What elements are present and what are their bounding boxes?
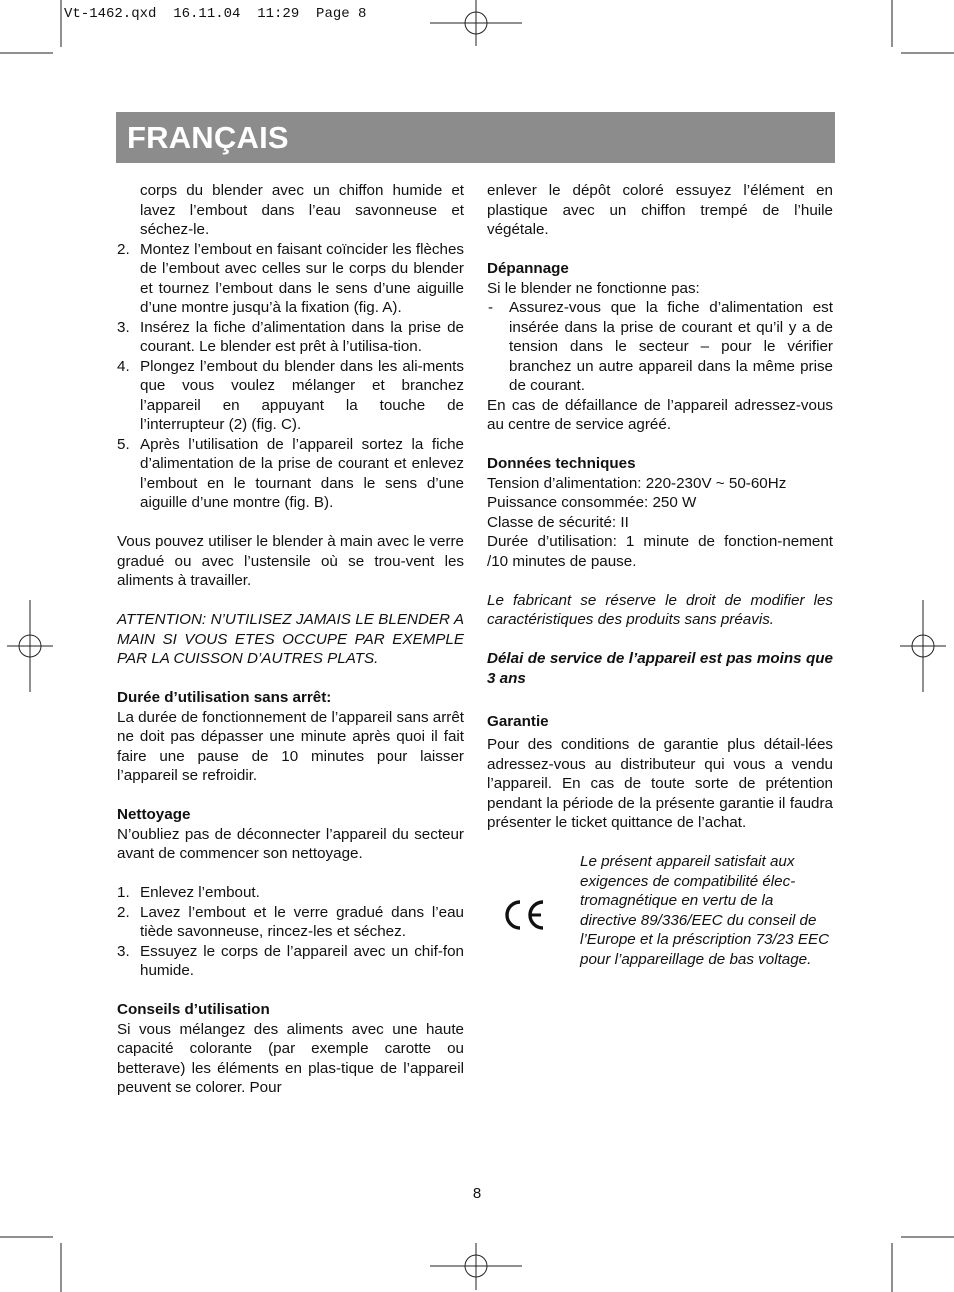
list-item <box>117 942 464 981</box>
print-slug: Vt-1462.qxd 16.11.04 11:29 Page 8 <box>64 6 367 22</box>
ce-mark-icon <box>501 898 547 932</box>
left-column <box>117 181 464 1098</box>
step-number: 2. <box>117 240 130 258</box>
ce-compliance-text: Le présent appareil satisfait aux exigences de compatibilité élec-tromagnétique en vertu de la directive 89/336/EEC du conseil de l’Europe et la préscription 73/23 EEC pour l’appareillage de bas voltage. <box>580 853 830 968</box>
list-item <box>117 435 464 513</box>
list-item: - Assurez-vous que la fiche d’alimentation est insérée dans la prise de courant et qu’il y a de tension dans le secteur – pour le vérifier branchez un autre appareil dans la même prise de courant. <box>488 299 833 394</box>
tech-power: Puissance consommée: 250 W <box>487 494 697 511</box>
manufacturer-note: Le fabricant se réserve le droit de modifier les caractéristiques des produits sans préavis. <box>487 591 833 628</box>
tech-duty-cycle: Durée d’utilisation: 1 minute de fonction-nement /10 minutes de pause. <box>487 533 833 570</box>
step-number: 1. <box>117 884 130 901</box>
list-item <box>117 318 464 357</box>
list-item <box>117 357 464 435</box>
step-number: 4. <box>117 357 130 375</box>
tips-heading: Conseils d’utilisation <box>117 1001 270 1018</box>
step-text: Montez l’embout en faisant coïncider les flèches de l’embout avec celles sur le corps du blender et tournez l’embout dans le sens d’une aiguille d’une montre jusqu’à la fixation (fig. A). <box>140 240 464 316</box>
warranty-text: Pour des conditions de garantie plus détail-lées adressez-vous au distributeur qui vous a vendu l’appareil. En cas de toute sorte de prétention pendant la période de la présente garantie il faudra présenter le ticket quittance de l’achat. <box>487 736 833 831</box>
registration-mark-right <box>900 600 946 692</box>
troubleshooting-outro: En cas de défaillance de l’appareil adressez-vous au centre de service agréé. <box>487 396 833 433</box>
service-life-note: Délai de service de l’appareil est pas moins que 3 ans <box>487 650 833 687</box>
tips-continuation: enlever le dépôt coloré essuyez l’élément en plastique avec un chiffon trempé de l’huile végétale. <box>487 182 833 238</box>
step-number: 5. <box>117 435 130 453</box>
troubleshooting-list <box>487 298 833 396</box>
troubleshooting-heading: Dépannage <box>487 260 569 277</box>
step-text: Plongez l’embout du blender dans les ali-ments que vous voulez mélanger et branchez l’appareil en appuyant la touche de l’interrupteur (2) (fig. C). <box>140 357 464 433</box>
list-item <box>117 240 464 318</box>
step-text: Insérez la fiche d’alimentation dans la prise de courant. Le blender est prêt à l’utilisa-tion. <box>140 318 464 355</box>
right-column <box>487 181 833 992</box>
step-number: 3. <box>117 318 130 336</box>
registration-mark-left <box>7 600 53 692</box>
duration-heading: Durée d’utilisation sans arrêt: <box>117 689 332 706</box>
page-title: FRANÇAIS <box>127 120 289 155</box>
step-text: Enlevez l’embout. <box>140 884 260 901</box>
usage-paragraph: Vous pouvez utiliser le blender à main avec le verre gradué ou avec l’ustensile où se trou-vent les aliments à travailler. <box>117 533 464 589</box>
registration-mark-top <box>430 0 522 46</box>
step-text: Après l’utilisation de l’appareil sortez la fiche d’alimentation de la prise de courant et enlevez l’embout en le tournant dans le sens d’une aiguille d’une montre (fig. B). <box>140 435 464 511</box>
step-number: 3. <box>117 942 130 960</box>
language-banner <box>116 112 835 163</box>
page-number: 8 <box>472 1185 482 1202</box>
ce-compliance-block <box>487 852 833 992</box>
list-item <box>117 883 464 903</box>
duration-text: La durée de fonctionnement de l’appareil sans arrêt ne doit pas dépasser une minute après quoi il fait faire une pause de 10 minutes pour laisser l’appareil se refroidir. <box>117 708 465 784</box>
step-text: Lavez l’embout et le verre gradué dans l’eau tiède savonneuse, rincez-les et séchez. <box>140 903 464 940</box>
troubleshooting-intro: Si le blender ne fonctionne pas: <box>487 279 700 297</box>
list-item-text: Assurez-vous que la fiche d’alimentation est insérée dans la prise de courant et qu’il y a de tension dans le secteur – pour le vérifier branchez un autre appareil dans la même prise de courant. <box>509 299 833 394</box>
cleaning-text: N’oubliez pas de déconnecter l’appareil du secteur avant de commencer son nettoyage. <box>117 825 464 862</box>
tips-text: Si vous mélangez des aliments avec une haute capacité colorante (par exemple carotte ou betterave) les éléments en plas-tique de l’appareil peuvent se colorer. Pour <box>117 1020 464 1096</box>
cleaning-heading: Nettoyage <box>117 806 191 823</box>
tech-voltage: Tension d’alimentation: 220-230V ~ 50-60Hz <box>487 474 787 492</box>
attention-warning: ATTENTION: N’UTILISEZ JAMAIS LE BLENDER A MAIN SI VOUS ETES OCCUPE PAR EXEMPLE PAR LA CUISSON D’AUTRES PLATS. <box>117 611 464 667</box>
registration-mark-bottom <box>430 1243 522 1290</box>
warranty-heading: Garantie <box>487 712 549 730</box>
tech-safety-class: Classe de sécurité: II <box>487 513 629 531</box>
tech-data-heading: Données techniques <box>487 455 636 472</box>
list-item <box>117 903 464 942</box>
step-text: Essuyez le corps de l’appareil avec un chif-fon humide. <box>140 942 464 979</box>
step-1-continuation: corps du blender avec un chiffon humide et lavez l’embout dans l’eau savonneuse et séchez-le. <box>140 182 464 238</box>
step-number: 2. <box>117 903 130 921</box>
cleaning-steps <box>117 883 464 981</box>
assembly-steps <box>117 240 464 513</box>
